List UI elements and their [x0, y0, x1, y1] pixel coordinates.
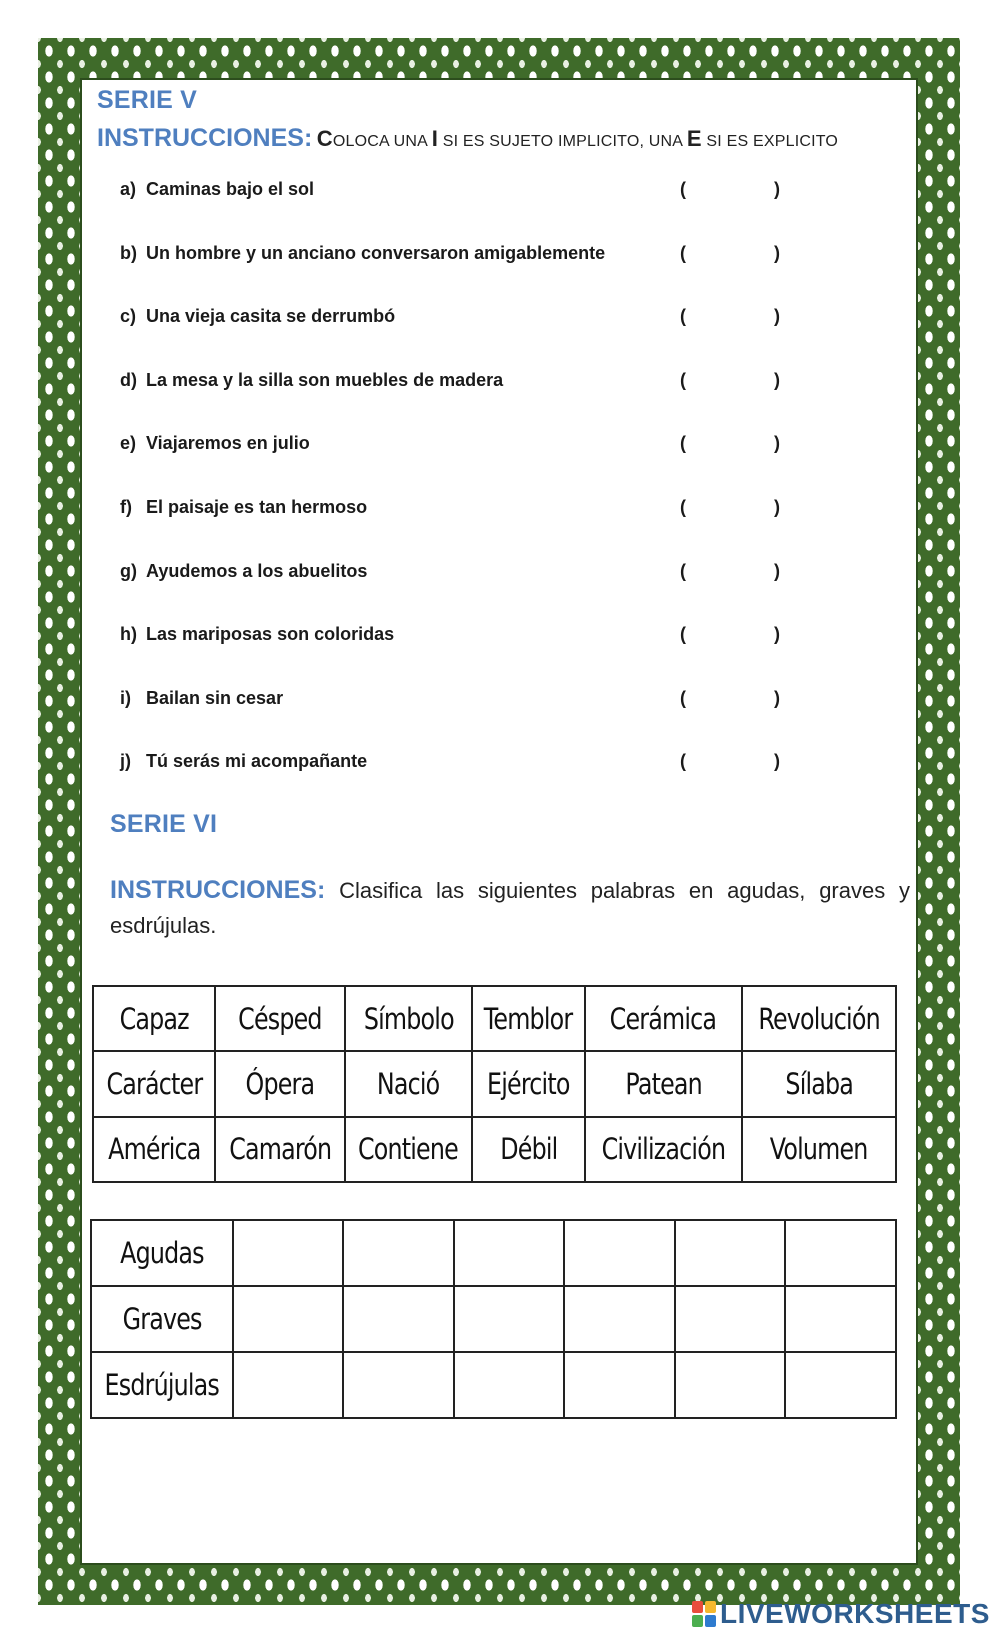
answer-cell[interactable] — [343, 1286, 454, 1352]
item-sentence: Viajaremos en julio — [146, 433, 310, 454]
answer-cell[interactable] — [233, 1352, 344, 1418]
word: Ejército — [487, 1066, 570, 1101]
word-cell — [93, 1051, 215, 1116]
answer-cell[interactable] — [785, 1286, 896, 1352]
answer-cell[interactable] — [233, 1286, 344, 1352]
answer-paren-open: ( — [680, 369, 686, 390]
answer-cell[interactable] — [564, 1286, 675, 1352]
category-row — [91, 1352, 896, 1418]
answer-cell[interactable] — [675, 1286, 786, 1352]
classification-table — [90, 1219, 897, 1419]
answer-cell[interactable] — [785, 1352, 896, 1418]
answer-paren-open: ( — [680, 687, 686, 708]
word-cell — [472, 1117, 585, 1182]
word: Temblor — [484, 1001, 573, 1036]
answer-paren-close: ) — [774, 369, 780, 390]
answer-cell[interactable] — [564, 1352, 675, 1418]
item-letter: j) — [120, 751, 131, 772]
exercise-item — [120, 433, 800, 463]
answer-paren-open: ( — [680, 242, 686, 263]
answer-paren-close: ) — [774, 624, 780, 645]
item-letter: h) — [120, 624, 137, 645]
word-cell — [585, 986, 742, 1051]
word-cell — [93, 1117, 215, 1182]
item-letter: e) — [120, 433, 137, 454]
word-cell — [472, 986, 585, 1051]
item-sentence: La mesa y la silla son muebles de madera — [146, 369, 504, 390]
exercise-item — [120, 243, 800, 273]
item-sentence: Una vieja casita se derrumbó — [146, 306, 396, 327]
serie-vi-instructions — [110, 873, 910, 943]
liveworksheets-logo — [692, 1596, 990, 1632]
answer-paren-close: ) — [774, 242, 780, 263]
serie-vi-title: SERIE VI — [110, 810, 218, 838]
answer-cell[interactable] — [454, 1286, 565, 1352]
item-letter: f) — [120, 497, 132, 517]
answer-paren-open: ( — [680, 497, 686, 517]
word-cell — [215, 1051, 345, 1116]
liveworksheets-logo-icon — [692, 1601, 716, 1627]
exercise-item — [120, 179, 800, 209]
answer-paren-close: ) — [774, 306, 780, 327]
instructions-label: INSTRUCCIONES: — [110, 876, 326, 904]
answer-paren-close: ) — [774, 560, 780, 581]
word-cell — [585, 1117, 742, 1182]
answer-cell[interactable] — [454, 1352, 565, 1418]
answer-cell[interactable] — [675, 1352, 786, 1418]
item-letter: a) — [120, 179, 137, 199]
word-cell — [345, 1051, 472, 1116]
answer-cell[interactable] — [233, 1220, 344, 1286]
item-sentence: Tú serás mi acompañante — [146, 751, 368, 772]
instructions-text: COLOCA UNA I SI ES SUJETO IMPLICITO, UNA E SI ES EXPLICITO — [316, 126, 839, 151]
answer-cell[interactable] — [564, 1220, 675, 1286]
word: Camarón — [228, 1132, 331, 1167]
answer-paren-close: ) — [774, 687, 780, 708]
word: Capaz — [119, 1001, 189, 1036]
word: Nació — [377, 1066, 440, 1101]
item-letter: b) — [120, 242, 137, 263]
category-label: Graves — [91, 1286, 233, 1352]
answer-paren-open: ( — [680, 179, 686, 199]
item-letter: i) — [120, 687, 131, 708]
answer-cell[interactable] — [454, 1220, 565, 1286]
item-letter: d) — [120, 369, 137, 390]
word-cell — [742, 986, 896, 1051]
answer-paren-open: ( — [680, 306, 686, 327]
serie-v-instructions — [97, 124, 838, 153]
item-sentence: Bailan sin cesar — [146, 687, 284, 708]
word-cell — [215, 986, 345, 1051]
exercise-item — [120, 561, 800, 591]
word: Sílaba — [785, 1066, 853, 1101]
answer-cell[interactable] — [343, 1220, 454, 1286]
answer-cell[interactable] — [675, 1220, 786, 1286]
answer-paren-open: ( — [680, 751, 686, 772]
word: Volumen — [769, 1132, 868, 1167]
category-label: Esdrújulas — [91, 1352, 233, 1418]
serie-v-title: SERIE V — [97, 86, 198, 114]
exercise-item — [120, 624, 800, 654]
word-cell — [742, 1051, 896, 1116]
word: Revolución — [758, 1001, 880, 1036]
category-label: Agudas — [91, 1220, 233, 1286]
item-letter: g) — [120, 560, 137, 581]
item-sentence: Caminas bajo el sol — [146, 179, 315, 199]
word: Símbolo — [363, 1001, 454, 1036]
word-row — [93, 986, 896, 1051]
word: Contiene — [358, 1132, 459, 1167]
exercise-item — [120, 370, 800, 400]
instructions-text: Clasifica las siguientes palabras en agudas, graves y esdrújulas. — [110, 878, 910, 938]
word: Césped — [238, 1001, 322, 1036]
category-row — [91, 1220, 896, 1286]
answer-paren-open: ( — [680, 560, 686, 581]
item-sentence: El paisaje es tan hermoso — [146, 497, 368, 517]
word-cell — [345, 986, 472, 1051]
item-sentence: Ayudemos a los abuelitos — [146, 560, 368, 581]
item-sentence: Un hombre y un anciano conversaron amigablemente — [146, 242, 606, 263]
word-row — [93, 1117, 896, 1182]
word: Ópera — [245, 1066, 315, 1101]
answer-paren-close: ) — [774, 179, 780, 199]
answer-paren-close: ) — [774, 497, 780, 517]
exercise-item — [120, 497, 800, 527]
category-row — [91, 1286, 896, 1352]
word-row — [93, 1051, 896, 1116]
item-letter: c) — [120, 306, 137, 327]
word: América — [107, 1132, 201, 1167]
brand-name: LIVEWORKSHEETS — [720, 1598, 990, 1629]
exercise-item — [120, 306, 800, 336]
answer-paren-open: ( — [680, 433, 686, 454]
word: Patean — [625, 1066, 702, 1101]
word: Civilización — [601, 1132, 726, 1167]
answer-cell[interactable] — [343, 1352, 454, 1418]
answer-paren-close: ) — [774, 751, 780, 772]
word-bank-table — [92, 985, 897, 1183]
exercise-item — [120, 751, 800, 781]
answer-paren-open: ( — [680, 624, 686, 645]
instructions-label: INSTRUCCIONES: — [97, 124, 313, 152]
word-cell — [93, 986, 215, 1051]
word-cell — [742, 1117, 896, 1182]
word-cell — [345, 1117, 472, 1182]
word-cell — [215, 1117, 345, 1182]
word-cell — [472, 1051, 585, 1116]
item-sentence: Las mariposas son coloridas — [146, 624, 395, 645]
answer-cell[interactable] — [785, 1220, 896, 1286]
word: Carácter — [106, 1066, 202, 1101]
answer-paren-close: ) — [774, 433, 780, 454]
word: Cerámica — [610, 1001, 717, 1036]
exercise-item — [120, 688, 800, 718]
word-cell — [585, 1051, 742, 1116]
word: Débil — [499, 1132, 558, 1167]
